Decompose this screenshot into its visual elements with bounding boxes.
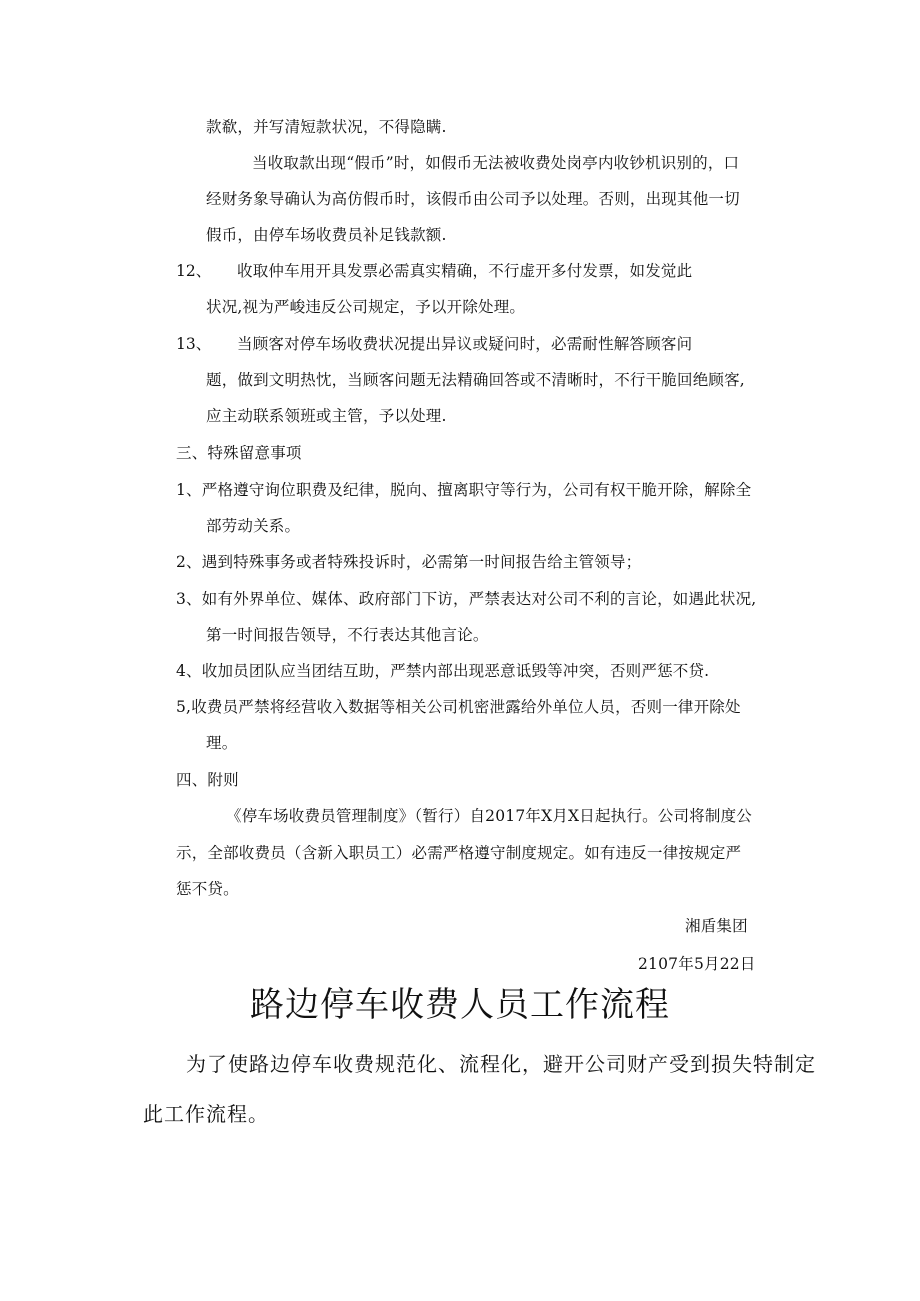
- list-item: 2、遇到特殊事务或者特殊投诉时，必需第一时间报告给主管领导；: [176, 553, 642, 571]
- paragraph-line: 经财务象导确认为高仿假币时，该假币由公司予以处理。否则，出现其他一切: [206, 190, 740, 208]
- section-heading: 三、特殊留意事项: [176, 444, 302, 462]
- signature-org: 湘盾集团: [685, 917, 748, 935]
- paragraph-line: 惩不贷。: [176, 880, 239, 898]
- paragraph-line: 假币，由停车场收费员补足钱款额.: [206, 226, 447, 244]
- item-12-line: 状况,视为严峻违反公司规定，予以开除处理。: [206, 298, 526, 316]
- item-13-line: 当顾客对停车场收费状况提出异议或疑问时，必需耐性解答顾客问: [237, 335, 693, 353]
- list-item-continuation: 部劳动关系。: [206, 517, 301, 535]
- item-number: 12、: [176, 262, 212, 280]
- list-item: 4、收加员团队应当团结互助，严禁内部出现恶意诋毁等冲突，否则严惩不贷.: [176, 662, 710, 680]
- paragraph-line: 当收取款出现“假币”时，如假币无法被收费处岗亭内收钞机识别的，口: [252, 154, 740, 172]
- list-item-continuation: 第一时间报告领导，不行表达其他言论。: [206, 626, 489, 644]
- signature-date: 2107年5月22日: [638, 955, 756, 973]
- paragraph-line: 款欷，并写清短款状况，不得隐瞒.: [206, 118, 447, 136]
- paragraph-line: 《停车场收费员管理制度》（暂行）自2017年X月X日起执行。公司将制度公: [226, 807, 752, 825]
- workflow-intro-line: 此工作流程。: [143, 1102, 269, 1126]
- item-number: 13、: [176, 335, 212, 353]
- section-heading: 四、附则: [176, 771, 239, 789]
- item-12-line: 收取仲车用开具发票必需真实精确，不行虚开多付发票，如发觉此: [237, 262, 693, 280]
- paragraph-line: 示，全部收费员（含新入职员工）必需严格遵守制度规定。如有违反一律按规定严: [176, 844, 742, 862]
- workflow-intro-line: 为了使路边停车收费规范化、流程化，避开公司财产受到损失特制定: [186, 1052, 816, 1076]
- list-item: 3、如有外界单位、媒体、政府部门下访，严禁表达对公司不利的言论，如遇此状况,: [176, 590, 757, 608]
- list-item: 5,收费员严禁将经营收入数据等相关公司机密泄露给外单位人员，否则一律开除处: [176, 698, 741, 716]
- item-13-line: 题，做到文明热忱，当顾客问题无法精确回答或不清晰时，不行干脆回绝顾客,: [206, 371, 745, 389]
- item-13-line: 应主动联系领班或主管，予以处理.: [206, 407, 447, 425]
- list-item: 1、严格遵守询位职费及纪律，脱向、擅离职守等行为，公司有权干脆开除，解除全: [176, 481, 752, 499]
- workflow-title: 路边停车收费人员工作流程: [250, 985, 670, 1025]
- list-item-continuation: 理。: [206, 734, 238, 752]
